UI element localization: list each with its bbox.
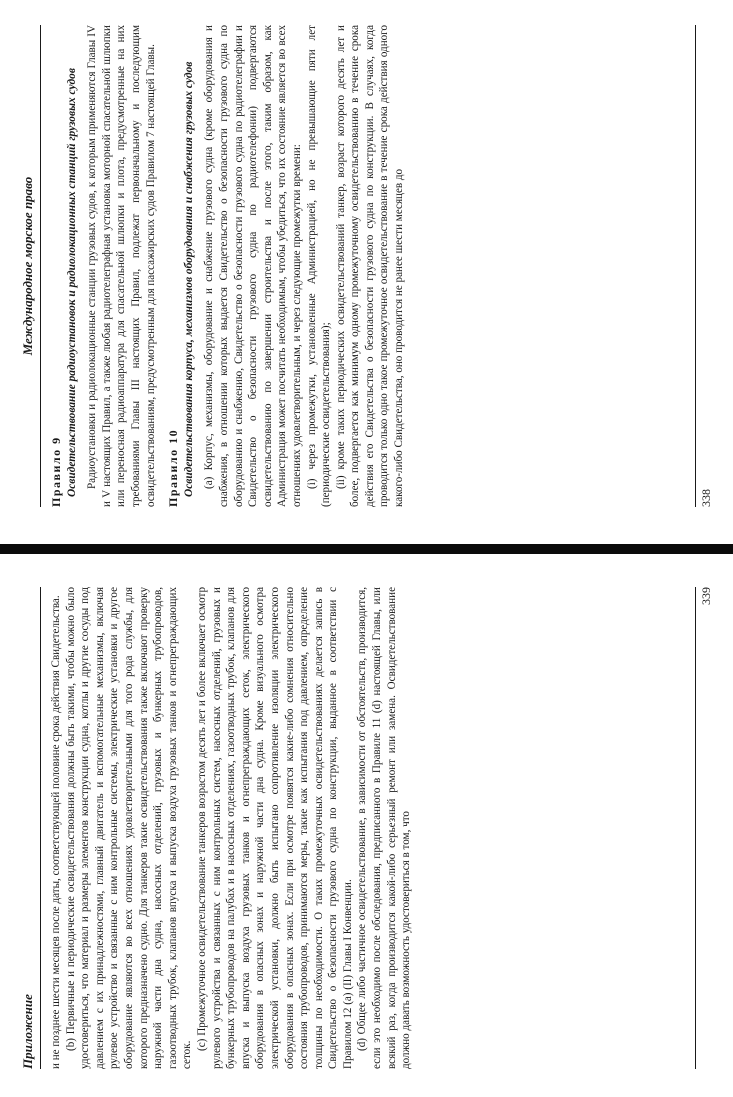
paragraph: (d) Общее либо частичное освидетельствование, в зависимости от обстоятельств, производится, если это необходимо после обследования, предписанного в Правиле 11 (d) настоящей Главы, или всякий раз, когда производится какой-либо серьезный ремонт или замена. Освидетельствование должно давать возможность удостовериться в том, что: [356, 587, 413, 1069]
page-content: [49, 25, 407, 507]
rule-heading: Правило 10: [166, 428, 181, 507]
page-number: 339: [695, 587, 714, 1069]
page-339: [0, 562, 733, 1097]
page-number: 338: [695, 25, 714, 507]
rule-heading: Правило 9: [49, 436, 63, 507]
paragraph: и не позднее шести месяцев после даты, соответствующей половине срока действия Свидетельства.: [50, 595, 62, 1069]
paragraph: (a) Корпус, механизмы, оборудование и снабжение грузового судна (кроме оборудования и снабжения, в отношении которых выдается Свидетельство о безопасности грузового судна по оборудованию и снабжению, Свидетельство о безопасности грузового судна по радиотелеграфии и Свидетельство о безопасности грузового судна по радиотелефонии) подвергаются освидетельствованию по завершении строительства и после этого, таким образом, как Администрация может посчитать необходимым, чтобы убедиться, что их состояние является во всех отношениях удовлетворительным, и через следующие промежутки времени:: [203, 25, 303, 507]
page-339-inner: [10, 587, 728, 1069]
paragraph: (b) Первичные и периодические освидетельствования должны быть такими, чтобы можно было удостовериться, что материал и размеры элементов конструкции судна, котлы и другие сосуды под давлением с их принадлежностями, главный двигатель и вспомогательные механизмы, включая рулевое устройство и связанные с ним контрольные системы, электрические установки и другое оборудование являются во всех отношениях удовлетворительными для того рода службы, для которого предназначено судно. Для танкеров такие освидетельствования также включают проверку наружной части дна судна, насосных отделений, грузовых и бункерных трубопроводов, газоотводных трубок, клапанов впуска и выпуска воздуха грузовых танков и огнепреграждающих сеток.: [64, 587, 194, 1069]
page-338: [0, 0, 733, 535]
paragraph: (ii) кроме таких периодических освидетельствований танкер, возраст которого десять лет и более, подвергается как минимум одному промежуточному освидетельствованию в течение срока действия его Свидетельства о безопасности грузового судна по конструкции. В случаях, когда проводится только одно такое промежуточное освидетельствование в течение срока действия одного какого-либо Свидетельства, оно проводится не ранее шести месяцев до: [334, 25, 406, 507]
paragraph: (c) Промежуточное освидетельствование танкеров возрастом десять лет и более включает осмотр рулевого устройства и связанных с ним контрольных систем, насосных отделений, грузовых и бункерных трубопроводов на палубах и в насосных отделениях, газоотводных трубок, клапанов для впуска и выпуска воздуха грузовых танков и огнепреграждающих сеток, электрического оборудования в опасных зонах и наружной части дна судна. Кроме визуального осмотра электрической установки, должно быть испытано сопротивление изоляции электрического оборудования в опасных зонах. Если при осмотре появятся какие-либо сомнения относительно состояния трубопроводов, принимаются меры, такие как испытания под давлением, определение толщины по необходимости. О таких промежуточных освидетельствованиях делается запись в Свидетельство о безопасности грузового судна по конструкции, выданное в соответствии с Правилом 12 (a) (II) Главы I Конвенции.: [195, 587, 354, 1069]
page-338-rotated: [0, 0, 733, 535]
page-338-inner: [10, 25, 728, 507]
rule-subheading: Освидетельствование радиоустановок и радиолокационных станций грузовых судов: [65, 68, 78, 497]
running-head: Международное морское право: [10, 25, 41, 507]
rule-subheading: Освидетельствования корпуса, механизмов оборудования и снабжения грузовых судов: [182, 61, 195, 497]
book-gutter: [0, 544, 733, 554]
page-339-rotated: [0, 562, 733, 1097]
page-content: [49, 587, 414, 1069]
paragraph: (i) через промежутки, установленные Администрацией, но не превышающие пяти лет (периодические освидетельствования);: [305, 25, 333, 507]
paragraph: Радиоустановки и радиолокационные станции грузовых судов, к которым применяются Главы IV и V настоящих Правил, а также любая радиотелеграфная установка моторной спасательной шлюпки или переносная радиоаппаратура для спасательной шлюпки и плота, предусмотренные на них требованиями Главы III настоящих Правил, подлежат первоначальному и последующим освидетельствованиям, предусмотренным для пассажирских судов Правилом 7 настоящей Главы.: [86, 25, 157, 507]
running-head: Приложение: [10, 587, 41, 1069]
